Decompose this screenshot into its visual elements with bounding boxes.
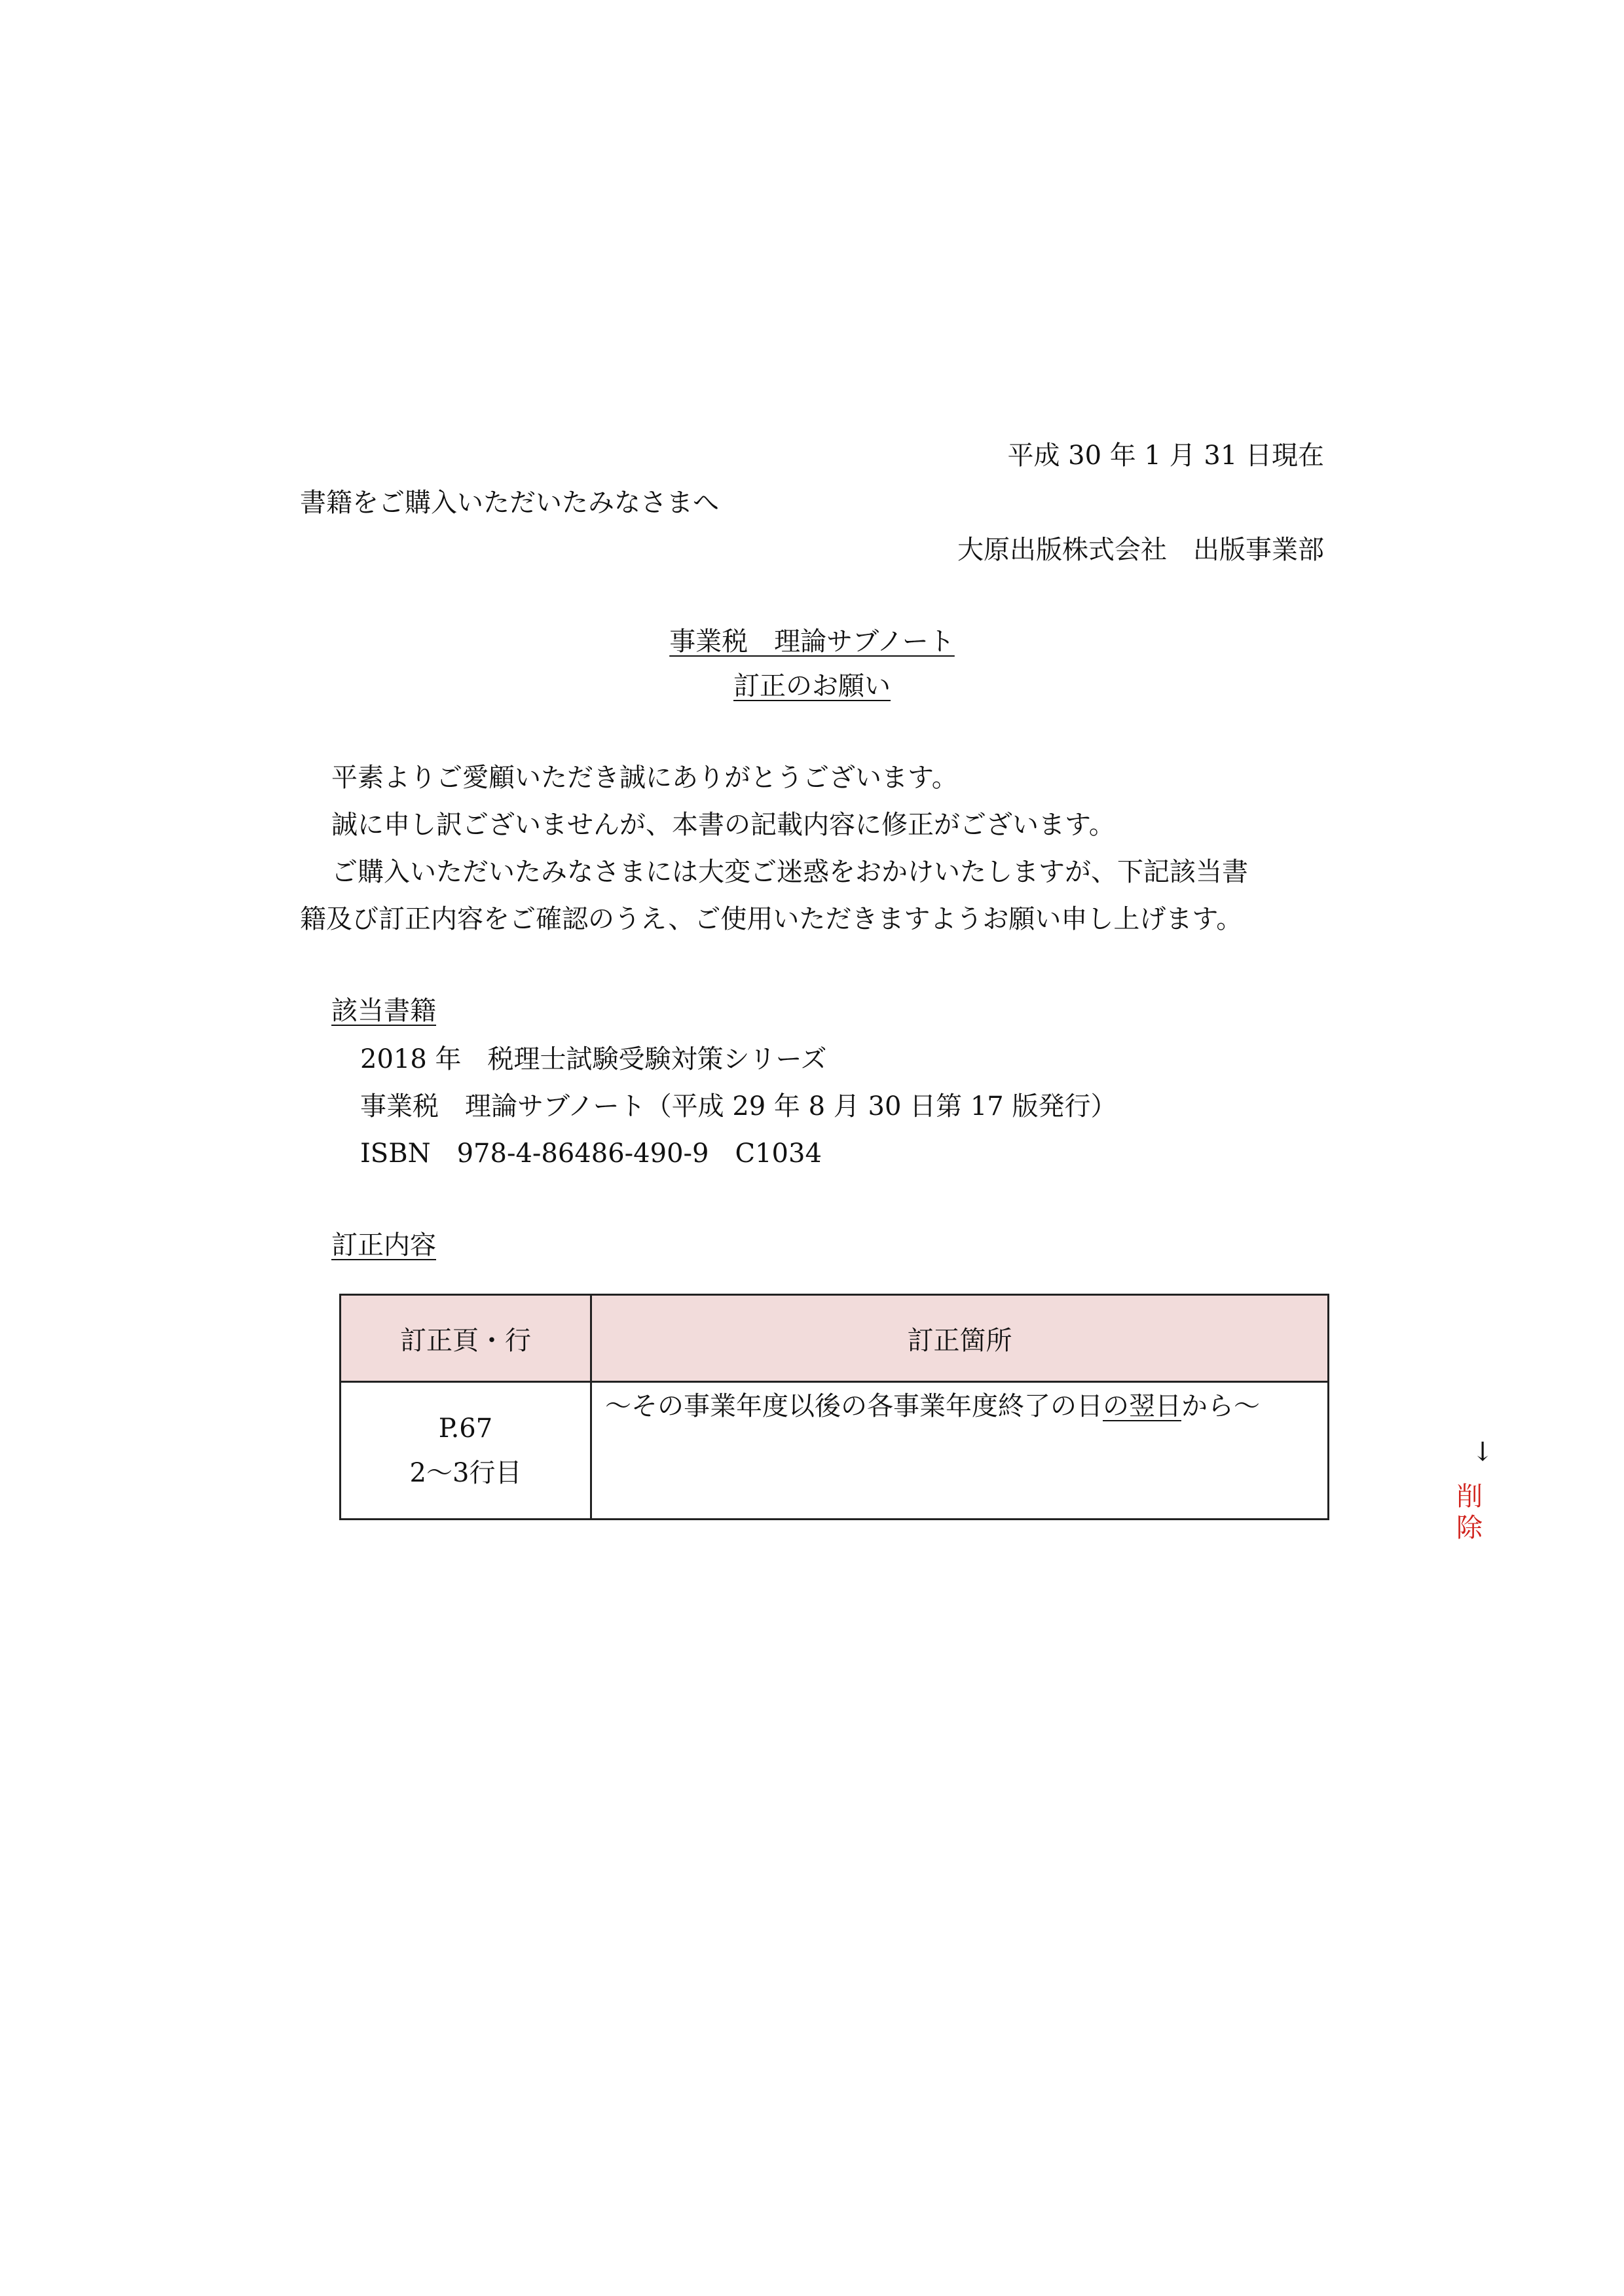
cell-correction-detail bbox=[591, 1382, 1494, 1543]
publisher-name: 大原出版株式会社 出版事業部 bbox=[957, 535, 1324, 565]
correction-target-text: の翌日 bbox=[1103, 1391, 1181, 1421]
cell-page-line bbox=[341, 1382, 591, 1520]
body-paragraph-1: 平素よりご愛顧いただき誠にありがとうございます。 bbox=[331, 763, 958, 793]
document-title-text: 事業税 理論サブノート bbox=[669, 627, 955, 657]
body-paragraph-3-line-1: ご購入いただいたみなさまには大変ご迷惑をおかけいたしますが、下記該当書 bbox=[331, 857, 1248, 887]
book-isbn: ISBN 978-4-86486-490-9 C1034 bbox=[360, 1139, 822, 1169]
date-line: 平成 30 年 1 月 31 日現在 bbox=[1007, 441, 1324, 471]
header-correction-location: 訂正箇所 bbox=[591, 1295, 1329, 1382]
body-paragraph-3-line-2: 籍及び訂正内容をご確認のうえ、ご使用いただきますようお願い申し上げます。 bbox=[300, 904, 1243, 934]
delete-instruction: 削除 bbox=[1456, 1482, 1483, 1543]
document-title bbox=[0, 626, 1624, 657]
book-title: 事業税 理論サブノート（平成 29 年 8 月 30 日第 17 版発行） bbox=[360, 1091, 1117, 1121]
correction-table bbox=[339, 1294, 1494, 1543]
correction-text-after: から～ bbox=[1181, 1391, 1260, 1421]
correction-text-before: ～その事業年度以後の各事業年度終了の日 bbox=[605, 1391, 1103, 1421]
table-header-row bbox=[341, 1295, 1329, 1382]
down-arrow-icon: ↓ bbox=[1471, 1437, 1494, 1467]
correction-section-heading: 訂正内容 bbox=[331, 1230, 436, 1260]
document-subtitle bbox=[0, 670, 1624, 702]
book-series: 2018 年 税理士試験受験対策シリーズ bbox=[360, 1044, 827, 1074]
line-range: 2～3行目 bbox=[409, 1457, 522, 1488]
header-page-line: 訂正頁・行 bbox=[341, 1295, 591, 1382]
document-subtitle-text: 訂正のお願い bbox=[733, 671, 891, 701]
correction-text bbox=[605, 1391, 1260, 1422]
addressee: 書籍をご購入いただいたみなさまへ bbox=[300, 488, 719, 518]
table-row bbox=[341, 1382, 1329, 1520]
page-number: P.67 bbox=[438, 1413, 493, 1444]
body-paragraph-2: 誠に申し訳ございませんが、本書の記載内容に修正がございます。 bbox=[331, 810, 1115, 840]
book-section-heading: 該当書籍 bbox=[331, 996, 436, 1026]
